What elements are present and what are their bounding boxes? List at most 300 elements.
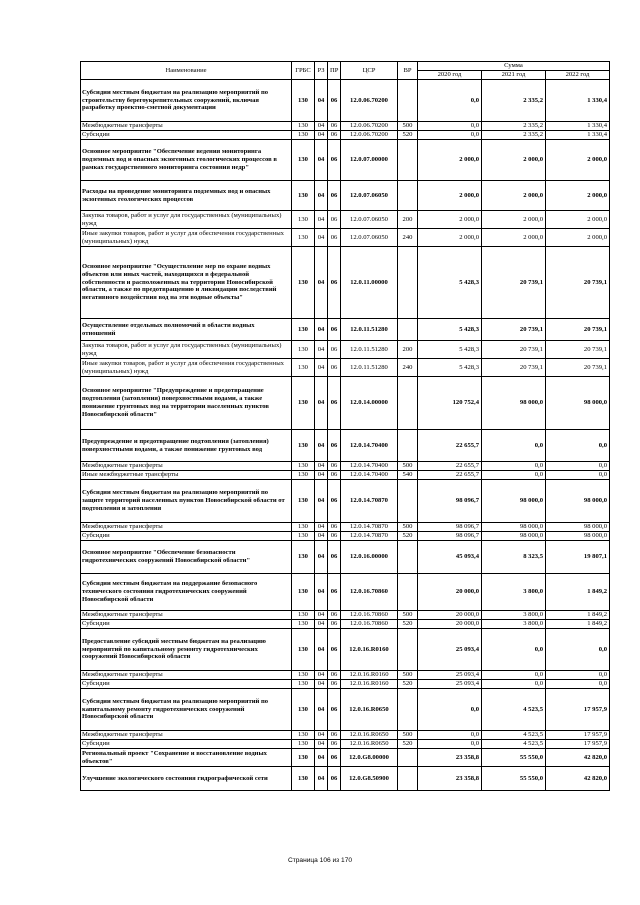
- row-vr-cell: [398, 749, 418, 767]
- row-name-cell: Предупреждение и предотвращение подтопления (затопления) поверхностными водами, а также понижение грунтовых вод: [81, 430, 292, 462]
- row-vr-cell: [398, 430, 418, 462]
- row-vr-cell: [398, 689, 418, 731]
- row-name-cell: Межбюджетные трансферты: [81, 122, 292, 131]
- table-row: [81, 80, 610, 122]
- row-pr-cell: 06: [328, 181, 341, 211]
- row-sum-2020-cell: 5 428,3: [418, 341, 482, 359]
- row-vr-cell: [398, 767, 418, 791]
- row-csr-cell: 12.0.16.70860: [341, 574, 398, 611]
- row-sum-2022-cell: 0,0: [546, 671, 610, 680]
- row-sum-2022-cell: 20 739,1: [546, 341, 610, 359]
- row-grbs-cell: 130: [292, 532, 315, 541]
- row-csr-cell: 12.0.16.R0650: [341, 740, 398, 749]
- row-csr-cell: 12.0.14.00000: [341, 377, 398, 430]
- row-sum-2022-cell: 0,0: [546, 430, 610, 462]
- row-sum-2022-cell: 2 000,0: [546, 229, 610, 247]
- row-sum-2021-cell: 2 335,2: [482, 80, 546, 122]
- row-vr-cell: 500: [398, 671, 418, 680]
- row-sum-2020-cell: 22 655,7: [418, 430, 482, 462]
- row-grbs-cell: 130: [292, 80, 315, 122]
- row-sum-2021-cell: 2 000,0: [482, 181, 546, 211]
- row-csr-cell: 12.0.06.70200: [341, 80, 398, 122]
- row-rz-cell: 04: [315, 377, 328, 430]
- row-sum-2021-cell: 98 000,0: [482, 523, 546, 532]
- row-sum-2022-cell: 17 957,9: [546, 740, 610, 749]
- table-row: [81, 229, 610, 247]
- row-grbs-cell: 130: [292, 430, 315, 462]
- table-row: [81, 140, 610, 181]
- row-sum-2022-cell: 20 739,1: [546, 359, 610, 377]
- row-vr-cell: 500: [398, 611, 418, 620]
- table-row: [81, 749, 610, 767]
- row-vr-cell: [398, 247, 418, 319]
- row-csr-cell: 12.0.07.06050: [341, 229, 398, 247]
- row-grbs-cell: 130: [292, 671, 315, 680]
- row-sum-2022-cell: 1 330,4: [546, 122, 610, 131]
- table-body: [81, 80, 610, 791]
- row-sum-2021-cell: 55 550,0: [482, 767, 546, 791]
- header-grbs: ГРБС: [292, 62, 315, 80]
- table-row: [81, 689, 610, 731]
- page-footer: Страница 106 из 170: [287, 857, 353, 864]
- row-sum-2020-cell: 5 428,3: [418, 319, 482, 341]
- row-sum-2022-cell: 0,0: [546, 462, 610, 471]
- row-rz-cell: 04: [315, 680, 328, 689]
- row-sum-2022-cell: 2 000,0: [546, 211, 610, 229]
- table-row: [81, 480, 610, 523]
- table-header: [81, 62, 610, 80]
- row-rz-cell: 04: [315, 749, 328, 767]
- row-csr-cell: 12.0.11.51280: [341, 341, 398, 359]
- row-name-cell: Субсидии: [81, 680, 292, 689]
- row-csr-cell: 12.0.16.R0160: [341, 629, 398, 671]
- row-sum-2021-cell: 4 523,5: [482, 689, 546, 731]
- table-row: [81, 341, 610, 359]
- header-csr: ЦСР: [341, 62, 398, 80]
- row-sum-2021-cell: 4 523,5: [482, 731, 546, 740]
- row-vr-cell: 500: [398, 462, 418, 471]
- row-name-cell: Межбюджетные трансферты: [81, 523, 292, 532]
- row-name-cell: Субсидии: [81, 131, 292, 140]
- row-vr-cell: [398, 181, 418, 211]
- table-row: [81, 319, 610, 341]
- row-sum-2022-cell: 98 000,0: [546, 532, 610, 541]
- row-rz-cell: 04: [315, 541, 328, 574]
- row-rz-cell: 04: [315, 532, 328, 541]
- row-pr-cell: 06: [328, 211, 341, 229]
- row-sum-2022-cell: 20 739,1: [546, 247, 610, 319]
- row-sum-2021-cell: 0,0: [482, 671, 546, 680]
- row-pr-cell: 06: [328, 462, 341, 471]
- row-rz-cell: 04: [315, 140, 328, 181]
- row-vr-cell: [398, 377, 418, 430]
- row-vr-cell: 200: [398, 211, 418, 229]
- row-csr-cell: 12.0.14.70870: [341, 532, 398, 541]
- table-row: [81, 671, 610, 680]
- table-row: [81, 122, 610, 131]
- row-sum-2020-cell: 23 358,8: [418, 767, 482, 791]
- row-rz-cell: 04: [315, 319, 328, 341]
- row-name-cell: Осуществление отдельных полномочий в области водных отношений: [81, 319, 292, 341]
- row-sum-2020-cell: 20 000,0: [418, 620, 482, 629]
- row-sum-2020-cell: 22 655,7: [418, 462, 482, 471]
- row-name-cell: Закупка товаров, работ и услуг для государственных (муниципальных) нужд: [81, 341, 292, 359]
- table-row: [81, 211, 610, 229]
- row-sum-2020-cell: 98 096,7: [418, 523, 482, 532]
- row-grbs-cell: 130: [292, 523, 315, 532]
- row-csr-cell: 12.0.16.R0650: [341, 731, 398, 740]
- row-grbs-cell: 130: [292, 629, 315, 671]
- row-sum-2020-cell: 0,0: [418, 740, 482, 749]
- row-csr-cell: 12.0.11.00000: [341, 247, 398, 319]
- row-rz-cell: 04: [315, 611, 328, 620]
- row-grbs-cell: 130: [292, 541, 315, 574]
- row-pr-cell: 06: [328, 341, 341, 359]
- row-sum-2022-cell: 1 330,4: [546, 80, 610, 122]
- row-vr-cell: 520: [398, 620, 418, 629]
- row-pr-cell: 06: [328, 131, 341, 140]
- row-sum-2021-cell: 3 800,0: [482, 611, 546, 620]
- row-grbs-cell: 130: [292, 689, 315, 731]
- row-sum-2021-cell: 2 335,2: [482, 131, 546, 140]
- row-grbs-cell: 130: [292, 620, 315, 629]
- row-csr-cell: 12.0.14.70870: [341, 523, 398, 532]
- row-sum-2020-cell: 22 655,7: [418, 471, 482, 480]
- row-csr-cell: 12.0.14.70400: [341, 471, 398, 480]
- row-sum-2020-cell: 20 000,0: [418, 611, 482, 620]
- row-rz-cell: 04: [315, 247, 328, 319]
- row-pr-cell: 06: [328, 574, 341, 611]
- row-sum-2020-cell: 2 000,0: [418, 140, 482, 181]
- row-sum-2022-cell: 1 849,2: [546, 611, 610, 620]
- row-pr-cell: 06: [328, 247, 341, 319]
- header-pr: ПР: [328, 62, 341, 80]
- row-name-cell: Субсидии: [81, 740, 292, 749]
- row-csr-cell: 12.0.16.R0650: [341, 689, 398, 731]
- row-csr-cell: 12.0.14.70400: [341, 430, 398, 462]
- table-row: [81, 430, 610, 462]
- row-csr-cell: 12.0.11.51280: [341, 359, 398, 377]
- row-csr-cell: 12.0.06.70200: [341, 131, 398, 140]
- row-sum-2021-cell: 3 800,0: [482, 620, 546, 629]
- row-pr-cell: 06: [328, 740, 341, 749]
- row-grbs-cell: 130: [292, 131, 315, 140]
- row-sum-2020-cell: 2 000,0: [418, 211, 482, 229]
- table-row: [81, 620, 610, 629]
- table-row: [81, 680, 610, 689]
- row-grbs-cell: 130: [292, 359, 315, 377]
- row-grbs-cell: 130: [292, 140, 315, 181]
- row-sum-2021-cell: 20 739,1: [482, 247, 546, 319]
- row-sum-2022-cell: 19 807,1: [546, 541, 610, 574]
- row-sum-2020-cell: 0,0: [418, 122, 482, 131]
- row-grbs-cell: 130: [292, 574, 315, 611]
- row-pr-cell: 06: [328, 359, 341, 377]
- row-name-cell: Субсидии местным бюджетам на поддержание безопасного технического состояния гидротехнических сооружений Новосибирской области: [81, 574, 292, 611]
- row-sum-2020-cell: 25 093,4: [418, 680, 482, 689]
- row-sum-2022-cell: 98 000,0: [546, 523, 610, 532]
- table-row: [81, 611, 610, 620]
- row-vr-cell: 520: [398, 532, 418, 541]
- row-sum-2021-cell: 0,0: [482, 680, 546, 689]
- row-vr-cell: 520: [398, 131, 418, 140]
- row-rz-cell: 04: [315, 122, 328, 131]
- row-rz-cell: 04: [315, 523, 328, 532]
- header-sum: Сумма: [418, 62, 610, 71]
- row-pr-cell: 06: [328, 80, 341, 122]
- row-grbs-cell: 130: [292, 749, 315, 767]
- row-pr-cell: 06: [328, 731, 341, 740]
- row-rz-cell: 04: [315, 181, 328, 211]
- row-pr-cell: 06: [328, 680, 341, 689]
- row-pr-cell: 06: [328, 620, 341, 629]
- row-rz-cell: 04: [315, 574, 328, 611]
- row-name-cell: Основное мероприятие "Обеспечение ведения мониторинга подземных вод и опасных экзогенных геологических процессов в рамках государственного мониторинга состояния недр": [81, 140, 292, 181]
- row-vr-cell: 540: [398, 471, 418, 480]
- table-row: [81, 731, 610, 740]
- header-vr: ВР: [398, 62, 418, 80]
- row-sum-2020-cell: 2 000,0: [418, 229, 482, 247]
- row-sum-2022-cell: 98 000,0: [546, 480, 610, 523]
- row-csr-cell: 12.0.16.00000: [341, 541, 398, 574]
- row-csr-cell: 12.0.07.06050: [341, 181, 398, 211]
- row-name-cell: Улучшение экологического состояния гидрографической сети: [81, 767, 292, 791]
- row-sum-2022-cell: 1 849,2: [546, 574, 610, 611]
- row-sum-2020-cell: 0,0: [418, 731, 482, 740]
- row-rz-cell: 04: [315, 211, 328, 229]
- row-csr-cell: 12.0.G8.50900: [341, 767, 398, 791]
- row-pr-cell: 06: [328, 122, 341, 131]
- row-sum-2022-cell: 17 957,9: [546, 731, 610, 740]
- row-csr-cell: 12.0.16.R0160: [341, 671, 398, 680]
- table-row: [81, 767, 610, 791]
- row-name-cell: Межбюджетные трансферты: [81, 462, 292, 471]
- row-grbs-cell: 130: [292, 181, 315, 211]
- row-csr-cell: 12.0.07.00000: [341, 140, 398, 181]
- row-sum-2022-cell: 20 739,1: [546, 319, 610, 341]
- table-row: [81, 359, 610, 377]
- header-year-2022: 2022 год: [546, 71, 610, 80]
- row-vr-cell: [398, 480, 418, 523]
- header-rz: РЗ: [315, 62, 328, 80]
- row-pr-cell: 06: [328, 611, 341, 620]
- row-name-cell: Основное мероприятие "Обеспечение безопасности гидротехнических сооружений Новосибирской области": [81, 541, 292, 574]
- table-row: [81, 532, 610, 541]
- row-vr-cell: 240: [398, 229, 418, 247]
- row-sum-2021-cell: 20 739,1: [482, 359, 546, 377]
- row-grbs-cell: 130: [292, 462, 315, 471]
- table-row: [81, 247, 610, 319]
- row-rz-cell: 04: [315, 671, 328, 680]
- row-rz-cell: 04: [315, 462, 328, 471]
- row-rz-cell: 04: [315, 620, 328, 629]
- row-sum-2021-cell: 0,0: [482, 629, 546, 671]
- row-rz-cell: 04: [315, 229, 328, 247]
- row-pr-cell: 06: [328, 480, 341, 523]
- row-name-cell: Иные закупки товаров, работ и услуг для обеспечения государственных (муниципальных) нужд: [81, 359, 292, 377]
- row-grbs-cell: 130: [292, 247, 315, 319]
- row-pr-cell: 06: [328, 629, 341, 671]
- row-sum-2022-cell: 42 820,0: [546, 767, 610, 791]
- row-pr-cell: 06: [328, 229, 341, 247]
- row-sum-2021-cell: 20 739,1: [482, 319, 546, 341]
- budget-table: [80, 61, 610, 791]
- row-name-cell: Субсидии местным бюджетам на реализацию мероприятий по защите территорий населенных пунктов Новосибирской области от подтопления и затопления: [81, 480, 292, 523]
- row-sum-2022-cell: 0,0: [546, 471, 610, 480]
- row-name-cell: Основное мероприятие "Предупреждение и предотвращение подтопления (затопления) поверхностными водами, а также понижение грунтовых вод на территории населенных пунктов Новосибирской области": [81, 377, 292, 430]
- row-rz-cell: 04: [315, 731, 328, 740]
- row-sum-2020-cell: 20 000,0: [418, 574, 482, 611]
- row-vr-cell: [398, 140, 418, 181]
- row-pr-cell: 06: [328, 140, 341, 181]
- row-sum-2022-cell: 1 330,4: [546, 131, 610, 140]
- row-csr-cell: 12.0.16.R0160: [341, 680, 398, 689]
- table-row: [81, 377, 610, 430]
- row-sum-2020-cell: 98 096,7: [418, 532, 482, 541]
- row-vr-cell: 500: [398, 523, 418, 532]
- row-sum-2021-cell: 20 739,1: [482, 341, 546, 359]
- row-pr-cell: 06: [328, 749, 341, 767]
- row-grbs-cell: 130: [292, 767, 315, 791]
- table-row: [81, 471, 610, 480]
- row-vr-cell: [398, 541, 418, 574]
- row-sum-2021-cell: 0,0: [482, 430, 546, 462]
- row-grbs-cell: 130: [292, 471, 315, 480]
- row-rz-cell: 04: [315, 480, 328, 523]
- row-grbs-cell: 130: [292, 740, 315, 749]
- row-pr-cell: 06: [328, 319, 341, 341]
- row-csr-cell: 12.0.11.51280: [341, 319, 398, 341]
- row-sum-2022-cell: 98 000,0: [546, 377, 610, 430]
- row-pr-cell: 06: [328, 689, 341, 731]
- row-name-cell: Региональный проект "Сохранение и восстановление водных объектов": [81, 749, 292, 767]
- row-csr-cell: 12.0.14.70870: [341, 480, 398, 523]
- row-pr-cell: 06: [328, 377, 341, 430]
- row-vr-cell: 500: [398, 731, 418, 740]
- row-grbs-cell: 130: [292, 680, 315, 689]
- row-sum-2022-cell: 42 820,0: [546, 749, 610, 767]
- row-grbs-cell: 130: [292, 377, 315, 430]
- row-grbs-cell: 130: [292, 480, 315, 523]
- row-pr-cell: 06: [328, 523, 341, 532]
- row-pr-cell: 06: [328, 430, 341, 462]
- row-sum-2020-cell: 2 000,0: [418, 181, 482, 211]
- row-sum-2020-cell: 120 752,4: [418, 377, 482, 430]
- table-row: [81, 574, 610, 611]
- row-name-cell: Субсидии: [81, 532, 292, 541]
- row-sum-2022-cell: 0,0: [546, 629, 610, 671]
- row-vr-cell: 240: [398, 359, 418, 377]
- table-row: [81, 541, 610, 574]
- row-sum-2021-cell: 2 000,0: [482, 140, 546, 181]
- row-grbs-cell: 130: [292, 731, 315, 740]
- row-rz-cell: 04: [315, 80, 328, 122]
- table-row: [81, 462, 610, 471]
- row-sum-2021-cell: 0,0: [482, 462, 546, 471]
- row-csr-cell: 12.0.14.70400: [341, 462, 398, 471]
- row-name-cell: Закупка товаров, работ и услуг для государственных (муниципальных) нужд: [81, 211, 292, 229]
- row-sum-2020-cell: 45 093,4: [418, 541, 482, 574]
- row-sum-2020-cell: 5 428,3: [418, 247, 482, 319]
- row-csr-cell: 12.0.06.70200: [341, 122, 398, 131]
- row-vr-cell: 500: [398, 122, 418, 131]
- row-rz-cell: 04: [315, 131, 328, 140]
- header-year-2020: 2020 год: [418, 71, 482, 80]
- row-sum-2020-cell: 98 096,7: [418, 480, 482, 523]
- row-sum-2021-cell: 98 000,0: [482, 377, 546, 430]
- row-grbs-cell: 130: [292, 211, 315, 229]
- row-sum-2020-cell: 23 358,8: [418, 749, 482, 767]
- row-grbs-cell: 130: [292, 122, 315, 131]
- header-name: Наименование: [81, 62, 292, 80]
- row-csr-cell: 12.0.07.06050: [341, 211, 398, 229]
- row-vr-cell: 520: [398, 740, 418, 749]
- row-grbs-cell: 130: [292, 611, 315, 620]
- row-name-cell: Предоставление субсидий местным бюджетам на реализацию мероприятий по капитальному ремонту гидротехнических сооружений Новосибирской области: [81, 629, 292, 671]
- table-row: [81, 131, 610, 140]
- row-sum-2021-cell: 0,0: [482, 471, 546, 480]
- row-pr-cell: 06: [328, 471, 341, 480]
- row-sum-2021-cell: 2 000,0: [482, 229, 546, 247]
- row-name-cell: Иные закупки товаров, работ и услуг для обеспечения государственных (муниципальных) нужд: [81, 229, 292, 247]
- row-name-cell: Основное мероприятие "Осуществление мер по охране водных объектов или иных частей, находящихся в федеральной собственности и расположенных на территории Новосибирской области, а также по предотвращению и ликвидации последствий негативного воздействия вод на эти водные объекты": [81, 247, 292, 319]
- row-csr-cell: 12.0.16.70860: [341, 620, 398, 629]
- row-sum-2022-cell: 2 000,0: [546, 181, 610, 211]
- row-sum-2021-cell: 98 000,0: [482, 532, 546, 541]
- row-sum-2021-cell: 55 550,0: [482, 749, 546, 767]
- header-year-2021: 2021 год: [482, 71, 546, 80]
- row-sum-2020-cell: 0,0: [418, 80, 482, 122]
- table-row: [81, 181, 610, 211]
- row-sum-2020-cell: 5 428,3: [418, 359, 482, 377]
- row-name-cell: Расходы на проведение мониторинга подземных вод и опасных экзогенных геологических процессов: [81, 181, 292, 211]
- row-name-cell: Субсидии местным бюджетам на реализацию мероприятий по строительству берегоукрепительных сооружений, включая разработку проектно-сметной документации: [81, 80, 292, 122]
- row-grbs-cell: 130: [292, 341, 315, 359]
- row-vr-cell: 520: [398, 680, 418, 689]
- table-row: [81, 523, 610, 532]
- row-name-cell: Субсидии: [81, 620, 292, 629]
- row-rz-cell: 04: [315, 629, 328, 671]
- row-sum-2020-cell: 0,0: [418, 689, 482, 731]
- row-rz-cell: 04: [315, 767, 328, 791]
- row-name-cell: Межбюджетные трансферты: [81, 731, 292, 740]
- row-sum-2021-cell: 98 000,0: [482, 480, 546, 523]
- row-sum-2020-cell: 0,0: [418, 131, 482, 140]
- row-sum-2021-cell: 3 800,0: [482, 574, 546, 611]
- row-pr-cell: 06: [328, 671, 341, 680]
- row-name-cell: Иные межбюджетные трансферты: [81, 471, 292, 480]
- row-csr-cell: 12.0.16.70860: [341, 611, 398, 620]
- row-sum-2021-cell: 2 000,0: [482, 211, 546, 229]
- row-pr-cell: 06: [328, 541, 341, 574]
- row-rz-cell: 04: [315, 471, 328, 480]
- row-rz-cell: 04: [315, 689, 328, 731]
- row-rz-cell: 04: [315, 740, 328, 749]
- row-sum-2021-cell: 4 523,5: [482, 740, 546, 749]
- row-vr-cell: [398, 629, 418, 671]
- table-row: [81, 740, 610, 749]
- row-sum-2022-cell: 1 849,2: [546, 620, 610, 629]
- row-rz-cell: 04: [315, 359, 328, 377]
- row-grbs-cell: 130: [292, 229, 315, 247]
- row-name-cell: Субсидии местным бюджетам на реализацию мероприятий по капитальному ремонту гидротехнических сооружений Новосибирской области: [81, 689, 292, 731]
- row-csr-cell: 12.0.G8.00000: [341, 749, 398, 767]
- row-sum-2020-cell: 25 093,4: [418, 671, 482, 680]
- row-sum-2020-cell: 25 093,4: [418, 629, 482, 671]
- row-sum-2021-cell: 2 335,2: [482, 122, 546, 131]
- row-sum-2022-cell: 17 957,9: [546, 689, 610, 731]
- row-sum-2021-cell: 8 323,5: [482, 541, 546, 574]
